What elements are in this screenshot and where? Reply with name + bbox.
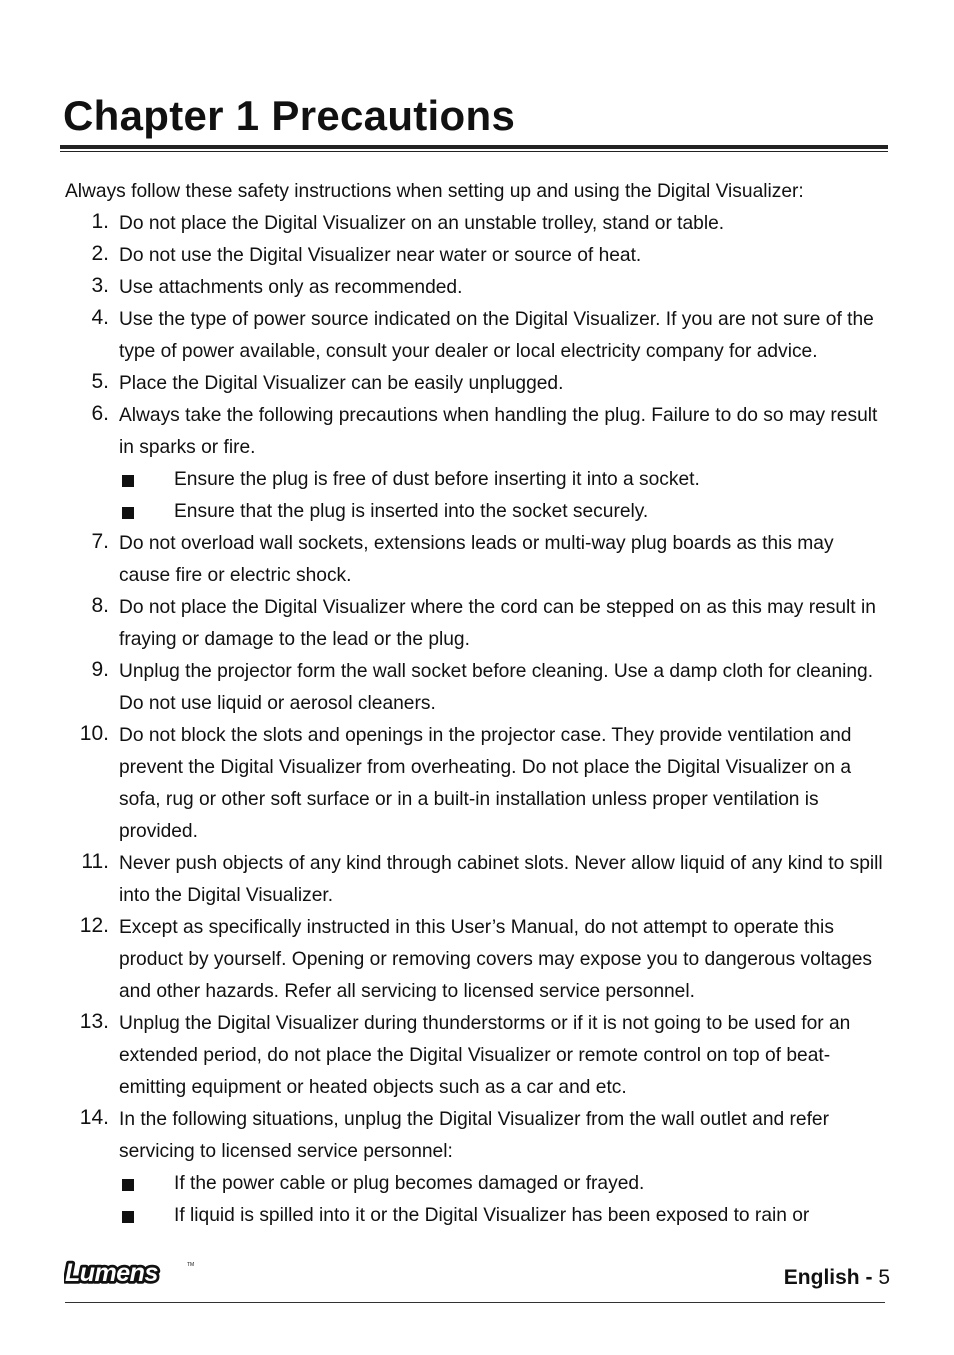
sub-item-text: If the power cable or plug becomes damaged or frayed. (174, 1173, 645, 1194)
item-number: 7. (91, 530, 109, 553)
item-text: Unplug the projector form the wall socket before cleaning. Use a damp cloth for cleaning. Do not use liquid or aerosol cleaners. (119, 661, 874, 714)
square-bullet-icon (122, 1179, 134, 1191)
item-text: Do not use the Digital Visualizer near water or source of heat. (119, 245, 642, 266)
sub-list-item (119, 496, 890, 528)
page-title: Chapter 1 Precautions (63, 92, 516, 139)
item-text: Do not block the slots and openings in the projector case. They provide ventilation and prevent the Digital Visualizer from overheating. Do not place the Digital Visualizer on a sofa, rug or other soft surface or in a built-in installation unless proper ventilation is provided. (119, 725, 852, 842)
list-item (65, 240, 890, 272)
logo-trademark: TM (187, 1262, 195, 1268)
logo-wordmark: Lumens (65, 1259, 158, 1287)
list-item (65, 720, 890, 848)
precautions-list (65, 208, 890, 1232)
list-item (65, 400, 890, 528)
square-bullet-icon (122, 475, 134, 487)
title-rule-thick (60, 145, 888, 149)
sub-item-text: Ensure the plug is free of dust before inserting it into a socket. (174, 469, 700, 490)
footer-rule (65, 1302, 885, 1303)
list-item (65, 368, 890, 400)
sub-list-item (119, 1168, 890, 1200)
item-number: 11. (81, 850, 109, 873)
item-number: 3. (91, 274, 109, 297)
list-item (65, 656, 890, 720)
item-number: 4. (91, 306, 109, 329)
sub-item-text: Ensure that the plug is inserted into the socket securely. (174, 501, 649, 522)
item-number: 6. (91, 402, 109, 425)
list-item (65, 1104, 890, 1232)
item-text: Unplug the Digital Visualizer during thunderstorms or if it is not going to be used for an extended period, do not place the Digital Visualizer or remote control on top of beat-emitting equipment or heated objects such as a car and etc. (119, 1013, 851, 1098)
footer-language: English (783, 1266, 860, 1289)
list-item (65, 528, 890, 592)
item-text: Never push objects of any kind through cabinet slots. Never allow liquid of any kind to spill into the Digital Visualizer. (119, 853, 883, 906)
item-text: Use attachments only as recommended. (119, 277, 463, 298)
item-number: 13. (79, 1010, 109, 1033)
page-number: 5 (878, 1266, 890, 1289)
item-number: 9. (91, 658, 109, 681)
list-item (65, 304, 890, 368)
item-text: Do not place the Digital Visualizer on an unstable trolley, stand or table. (119, 213, 725, 234)
list-item (65, 208, 890, 240)
item-text: Except as specifically instructed in this User’s Manual, do not attempt to operate this product by yourself. Opening or removing covers may expose you to dangerous voltages and other hazards. Refer all servicing to licensed service personnel. (119, 917, 872, 1002)
sub-list-item (119, 464, 890, 496)
lumens-logo (64, 1259, 196, 1287)
intro-text: Always follow these safety instructions when setting up and using the Digital Visualizer: (65, 181, 804, 202)
list-item (65, 1008, 890, 1104)
item-number: 2. (91, 242, 109, 265)
item-number: 10. (79, 722, 109, 745)
item-text: Always take the following precautions when handling the plug. Failure to do so may result in sparks or fire. (119, 405, 878, 458)
item-number: 14. (79, 1106, 109, 1129)
footer-separator: - (865, 1266, 873, 1289)
sub-item-text: If liquid is spilled into it or the Digital Visualizer has been exposed to rain or (174, 1205, 810, 1226)
item-text: In the following situations, unplug the Digital Visualizer from the wall outlet and refer servicing to licensed service personnel: (119, 1109, 829, 1162)
list-item (65, 912, 890, 1008)
precautions-content (65, 176, 890, 1232)
item-text: Do not overload wall sockets, extensions leads or multi-way plug boards as this may cause fire or electric shock. (119, 533, 834, 586)
item-number: 5. (91, 370, 109, 393)
item-number: 1. (91, 210, 109, 233)
unplug-situations-sublist (119, 1168, 890, 1232)
item-text: Do not place the Digital Visualizer where the cord can be stepped on as this may result in fraying or damage to the lead or the plug. (119, 597, 876, 650)
list-item (65, 592, 890, 656)
item-text: Place the Digital Visualizer can be easily unplugged. (119, 373, 564, 394)
list-item (65, 848, 890, 912)
item-number: 12. (79, 914, 109, 937)
title-rule-thin (60, 151, 888, 152)
item-text: Use the type of power source indicated on the Digital Visualizer. If you are not sure of the type of power available, consult your dealer or local electricity company for advice. (119, 309, 874, 362)
item-number: 8. (91, 594, 109, 617)
plug-precautions-sublist (119, 464, 890, 528)
sub-list-item (119, 1200, 890, 1232)
page-footer (784, 1264, 890, 1292)
list-item (65, 272, 890, 304)
square-bullet-icon (122, 1211, 134, 1223)
square-bullet-icon (122, 507, 134, 519)
